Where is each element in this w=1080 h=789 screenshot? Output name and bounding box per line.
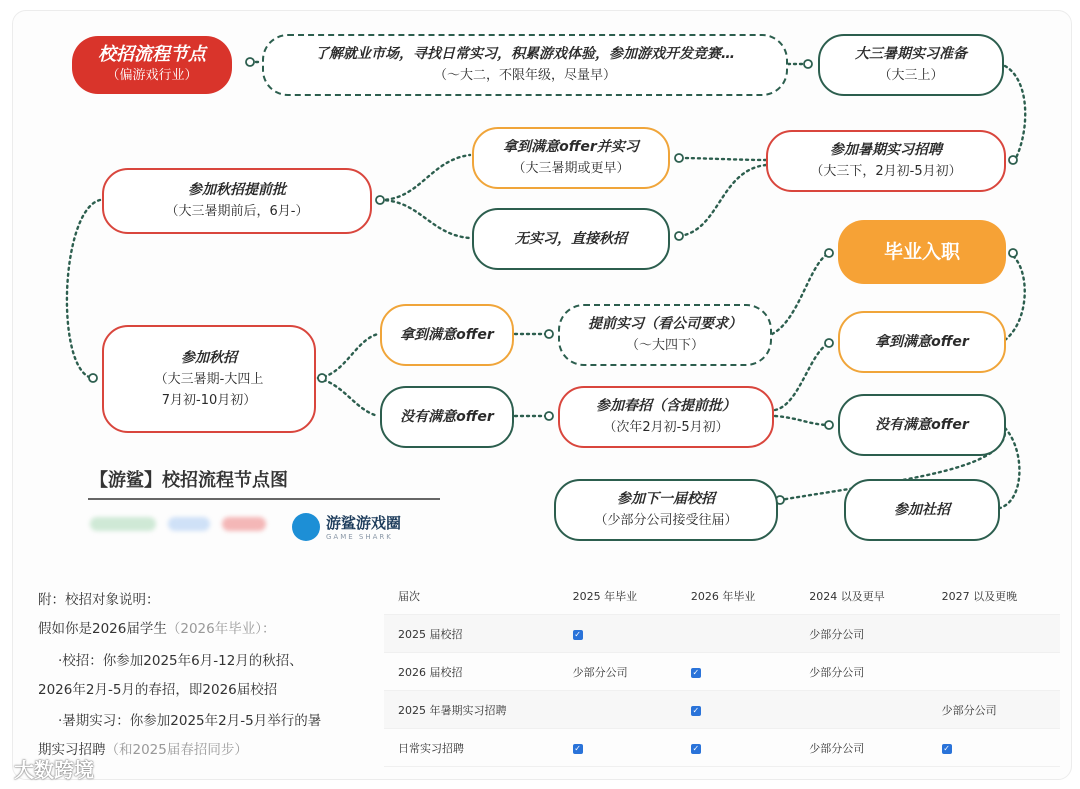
notes-heading: 附：校招对象说明： [38,592,160,608]
table-cell [928,729,1060,767]
notes-line-1 [38,619,275,639]
checkbox-checked-icon: ✓ [574,744,581,753]
node-spring [558,386,774,448]
table-header: 2024 以及更早 [795,577,927,615]
checkbox-checked-icon: ✓ [692,706,700,715]
node-offer-ok-2-label: 拿到满意offer [875,333,969,350]
node-early-intern-label: 提前实习（看公司要求） [588,316,742,332]
node-summer-recruit-sub: （大三下，2月初-5月初） [810,164,962,179]
node-summer-prep-sub: （大三上） [878,68,944,83]
node-graduate [838,220,1006,284]
node-offer-ok-1-label: 拿到满意offer [400,326,494,343]
table-cell: 少部分公司 [559,653,677,691]
node-social-label: 参加社招 [894,501,950,518]
table-row [384,691,1060,729]
table-row [384,653,1060,691]
node-spring-sub: （次年2月初-5月初） [603,420,729,435]
table-cell [928,615,1060,653]
node-autumn-early-label: 参加秋招提前批 [188,182,286,198]
node-offer-intern-label: 拿到满意offer并实习 [503,139,639,155]
cohort-table [384,577,1060,767]
checkbox-checked-icon: ✓ [692,668,700,677]
notes-line-5-grey: （和2025届春招同步） [105,742,248,758]
brand-name: 游鲨游戏圈 [326,514,402,532]
node-next-round-label: 参加下一届校招 [617,491,715,507]
table-row-label: 2025 届校招 [384,615,559,653]
node-autumn-early [102,168,372,234]
table-row [384,615,1060,653]
node-explore [262,34,788,96]
watermark: 大数跨境 [14,758,94,782]
brand-sub: GAME SHARK [326,533,393,541]
table-cell [928,653,1060,691]
checkbox-checked-icon: ✓ [574,630,581,639]
node-autumn-early-sub: （大三暑期前后，6月-） [165,204,309,219]
blurred-social-3 [222,517,266,531]
node-summer-prep-label: 大三暑期实习准备 [855,46,967,62]
table-cell [677,653,795,691]
node-autumn-label: 参加秋招 [181,349,237,366]
legend-divider [88,498,440,500]
brand-logo [292,512,401,541]
node-early-intern [558,304,772,366]
node-title-sub: （偏游戏行业） [106,68,198,83]
node-offer-intern [472,127,670,189]
node-offer-no-1-label: 没有满意offer [400,408,494,425]
notes-line-4: ·暑期实习：你参加2025年2月-5月举行的暑 [58,713,322,729]
legend-title: 【游鲨】校招流程节点图 [90,470,288,491]
node-autumn-sub2: 7月初-10月初） [161,392,257,408]
table-header: 2026 年毕业 [677,577,795,615]
notes-line-1-text: 假如你是2026届学生 [38,621,167,637]
table-row-label: 日常实习招聘 [384,729,559,767]
node-autumn-sub: （大三暑期-大四上 [154,371,264,387]
node-graduate-label: 毕业入职 [883,240,960,263]
node-explore-label: 了解就业市场，寻找日常实习，积累游戏体验，参加游戏开发竞赛… [315,46,735,62]
node-offer-no-1 [380,386,514,448]
notes-line-1-grey: （2026年毕业）： [166,621,276,637]
node-no-intern-label: 无实习，直接秋招 [515,230,627,247]
node-social [844,479,1000,541]
table-cell [795,691,927,729]
node-spring-label: 参加春招（含提前批） [596,398,736,414]
notes-line-2: ·校招：你参加2025年6月-12月的秋招、 [58,653,303,669]
table-row-label: 2026 届校招 [384,653,559,691]
node-summer-recruit [766,130,1006,192]
node-autumn [102,325,316,433]
table-header: 届次 [384,577,559,615]
blurred-social-1 [90,517,156,531]
node-offer-no-2-label: 没有满意offer [875,416,969,433]
table-header: 2025 年毕业 [559,577,677,615]
checkbox-checked-icon: ✓ [943,744,950,753]
table-cell: 少部分公司 [795,729,927,767]
node-offer-ok-1 [380,304,514,366]
node-title-label: 校招流程节点 [98,44,206,65]
node-summer-prep [818,34,1004,96]
table-cell [559,691,677,729]
notes-line-5-text: 期实习招聘 [38,742,106,758]
checkbox-checked-icon: ✓ [692,744,700,753]
table-cell: 少部分公司 [795,615,927,653]
table-cell: 少部分公司 [928,691,1060,729]
table-cell: 少部分公司 [795,653,927,691]
table-row-label: 2025 年暑期实习招聘 [384,691,559,729]
blurred-social-2 [168,517,210,531]
node-offer-ok-2 [838,311,1006,373]
table-cell [559,615,677,653]
node-early-intern-sub: （～大四下） [625,338,704,353]
shark-logo-icon [292,513,320,541]
node-next-round-sub: （少部分公司接受往届） [594,513,738,528]
table-cell [677,691,795,729]
table-cell [559,729,677,767]
table-row [384,729,1060,767]
node-offer-no-2 [838,394,1006,456]
table-cell [677,729,795,767]
table-header-row [384,577,1060,615]
node-explore-sub: （～大二，不限年级，尽量早） [433,68,616,83]
node-no-intern [472,208,670,270]
node-summer-recruit-label: 参加暑期实习招聘 [830,142,942,158]
table-header: 2027 以及更晚 [928,577,1060,615]
node-title [72,36,232,94]
node-next-round [554,479,778,541]
notes-line-3: 2026年2月-5月的春招，即2026届校招 [38,682,278,698]
table-cell [677,615,795,653]
node-offer-intern-sub: （大三暑期或更早） [512,161,630,176]
